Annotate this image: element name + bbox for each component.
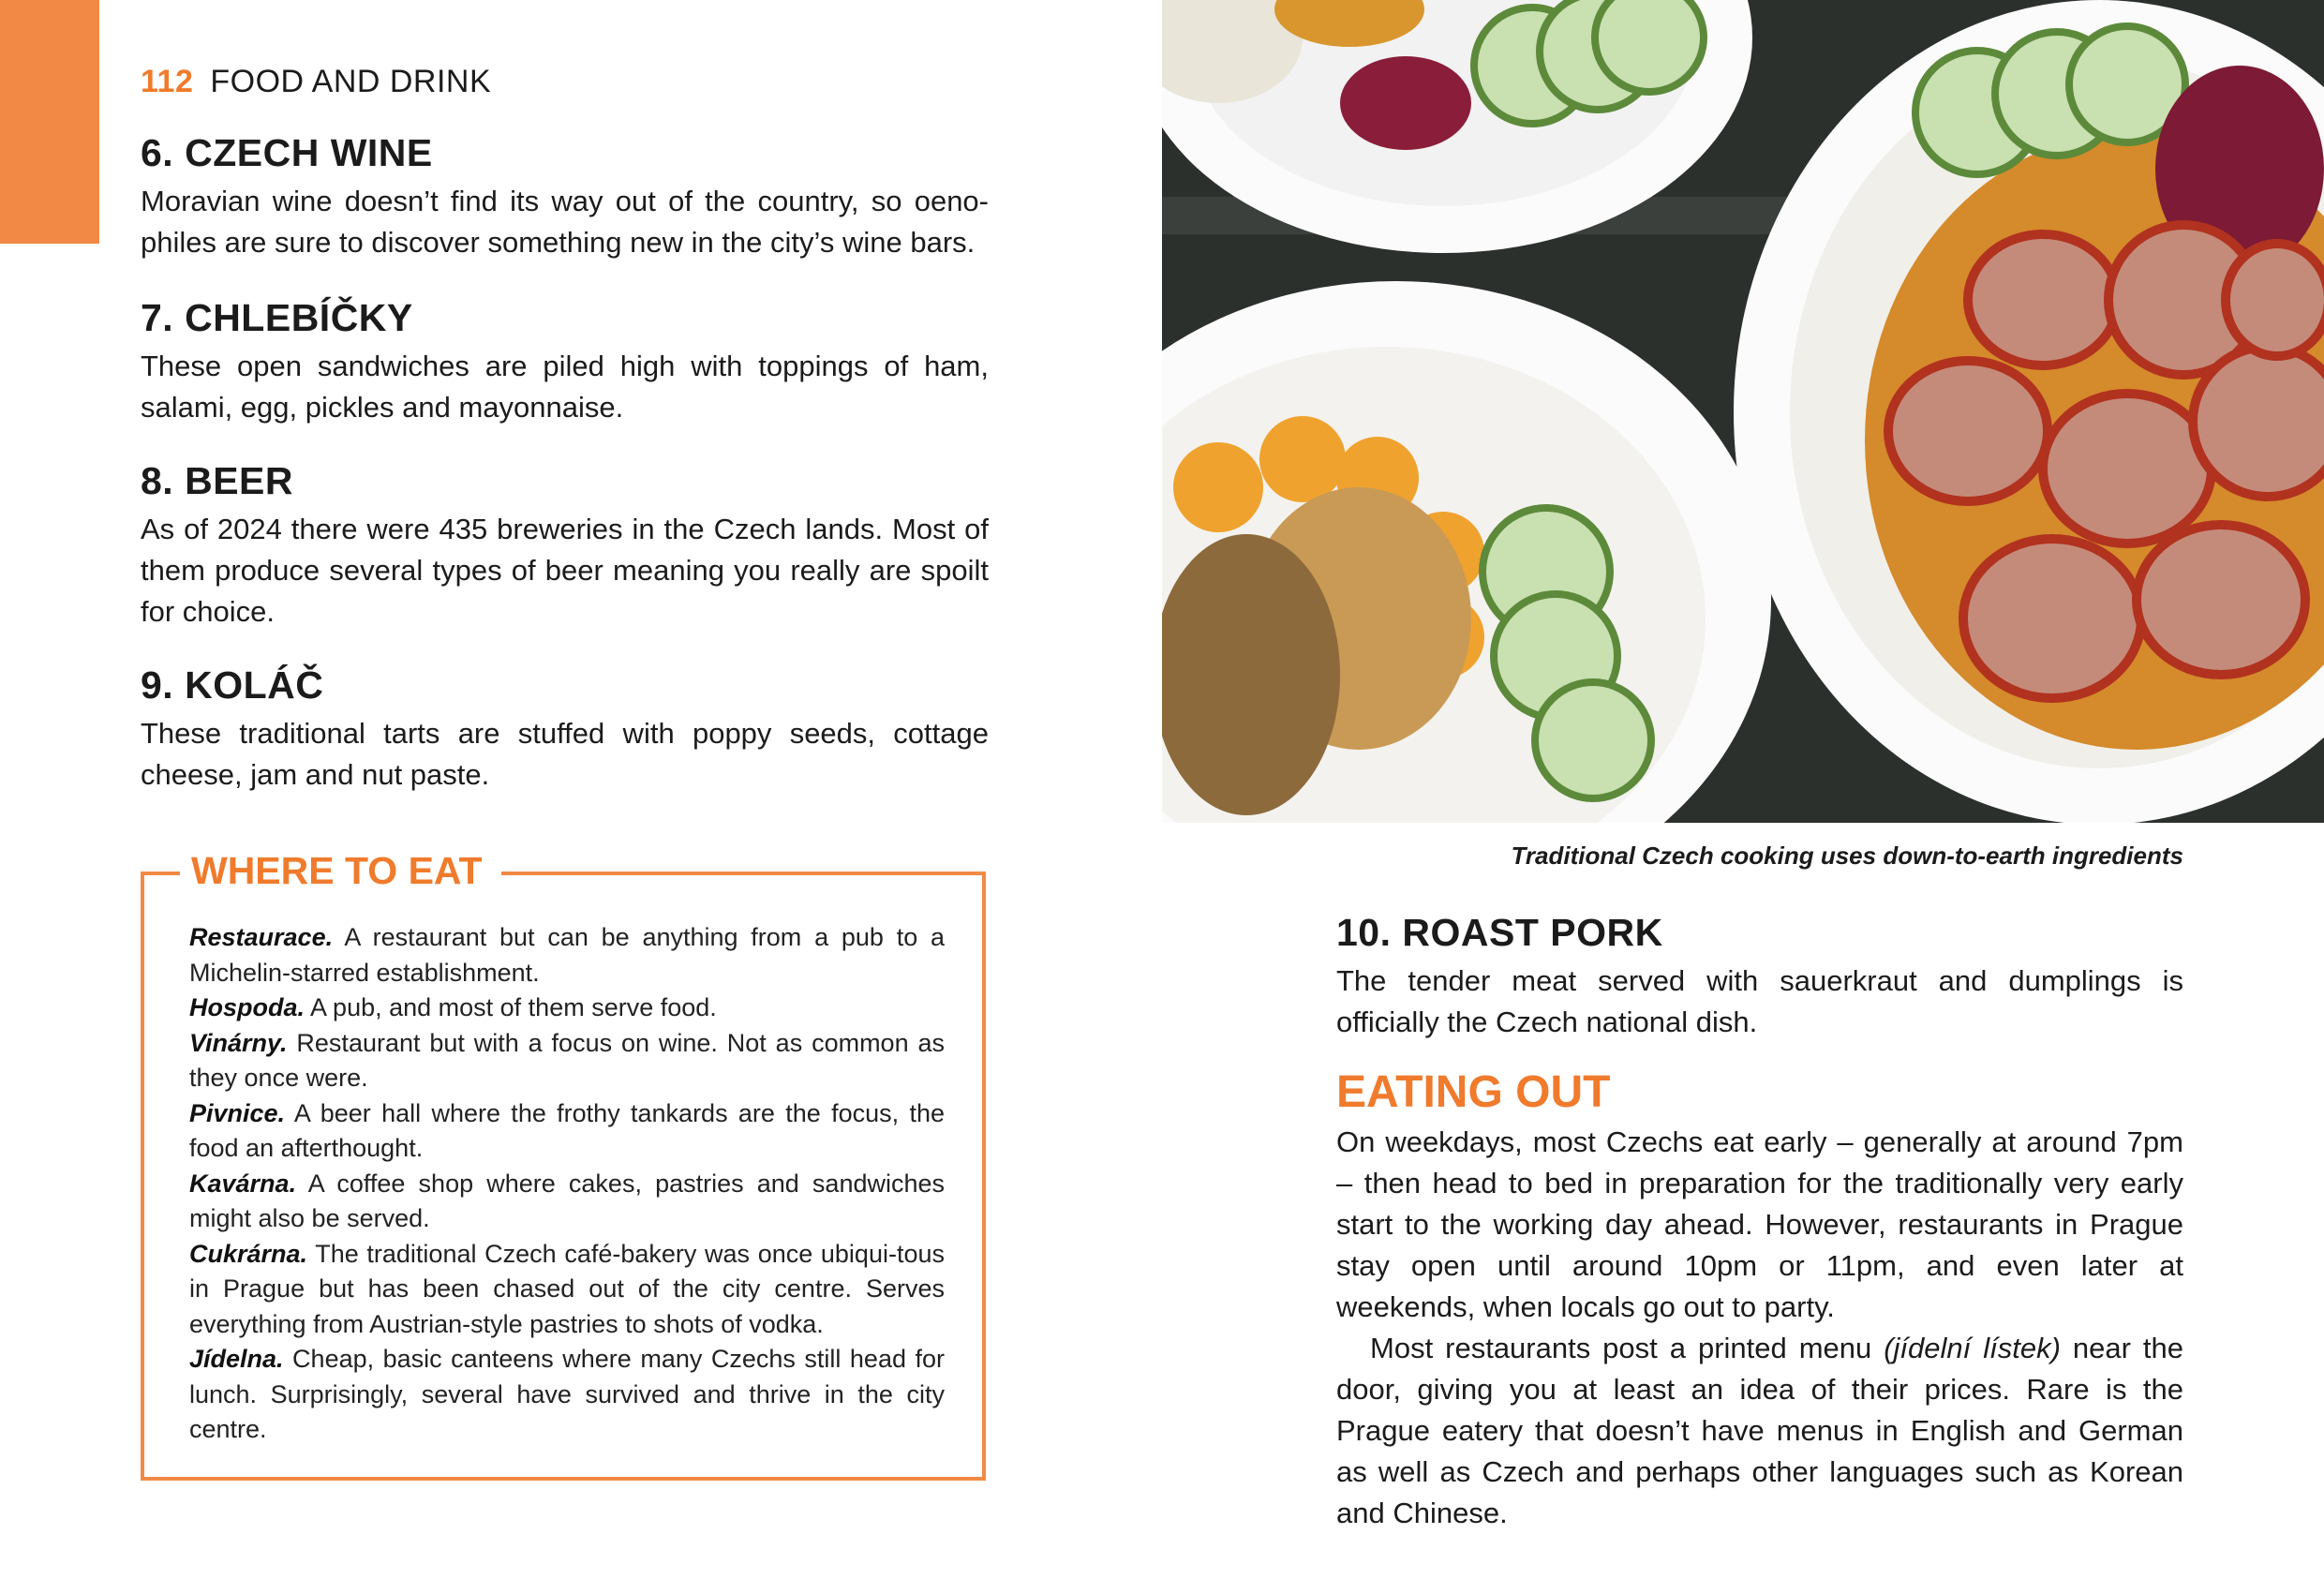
entry-desc: A beer hall where the frothy tankards are the focus, the food an afterthought. bbox=[189, 1098, 945, 1162]
eating-out-paragraph: On weekdays, most Czechs eat early – generally at around 7pm – then head to bed in preparation for the traditionally very early start to the working day ahead. However, restaurants in Prague stay open until around 10pm or 11pm, and even later at weekends, when locals go out to party. bbox=[1336, 1125, 2183, 1323]
entry-term: Cukrárna. bbox=[189, 1239, 308, 1268]
entry-desc: The traditional Czech café-bakery was once ubiqui-tous in Prague but has been chased out of the city centre. Serves everything from Austrian-style pastries to shots of vodka. bbox=[189, 1239, 945, 1338]
running-head bbox=[141, 64, 491, 100]
item-text: These traditional tarts are stuffed with poppy seeds, cottage cheese, jam and nut paste. bbox=[141, 717, 989, 791]
entry-term: Restaurace. bbox=[189, 923, 334, 951]
entry-desc: Restaurant but with a focus on wine. Not as common as they once were. bbox=[189, 1028, 945, 1092]
item-text: The tender meat served with sauerkraut and dumplings is officially the Czech national dish. bbox=[1336, 964, 2183, 1038]
eating-out-section bbox=[1336, 1066, 2183, 1534]
item-text: Moravian wine doesn’t find its way out of the country, so oeno-philes are sure to discover something new in the city’s wine bars. bbox=[141, 185, 989, 259]
entry-term: Hospoda. bbox=[189, 993, 305, 1021]
entry-term: Pivnice. bbox=[189, 1098, 286, 1127]
food-photo bbox=[1162, 0, 2324, 823]
entry-desc: Cheap, basic canteens where many Czechs still head for lunch. Surprisingly, several have survived and thrive in the city centre. bbox=[189, 1345, 945, 1443]
list-item bbox=[189, 1342, 945, 1448]
entry-term: Jídelna. bbox=[189, 1345, 284, 1373]
item-kolac bbox=[141, 663, 989, 796]
where-to-eat-box bbox=[141, 849, 986, 1481]
list-item bbox=[189, 1096, 945, 1167]
list-item bbox=[189, 920, 945, 991]
list-item bbox=[189, 991, 945, 1026]
list-item bbox=[189, 1026, 945, 1096]
item-title: 6. CZECH WINE bbox=[141, 131, 433, 174]
where-to-eat-list bbox=[189, 920, 945, 1448]
where-to-eat-title: WHERE TO EAT bbox=[180, 849, 501, 893]
item-title: 9. KOLÁČ bbox=[141, 663, 324, 707]
entry-term: Kavárna. bbox=[189, 1169, 297, 1198]
item-czech-wine bbox=[141, 131, 989, 263]
eating-out-paragraph bbox=[1336, 1328, 2183, 1534]
item-chlebicky bbox=[141, 296, 989, 428]
item-title: 10. ROAST PORK bbox=[1336, 911, 1663, 954]
entry-desc: A pub, and most of them serve food. bbox=[305, 993, 717, 1021]
food-photo-illustration bbox=[1162, 0, 2324, 823]
item-text: As of 2024 there were 435 breweries in the Czech lands. Most of them produce several types of beer meaning you really are spoilt for choice. bbox=[141, 513, 989, 628]
item-title: 7. CHLEBÍČKY bbox=[141, 296, 413, 339]
list-item bbox=[189, 1167, 945, 1237]
entry-term: Vinárny. bbox=[189, 1028, 288, 1057]
menu-term: (jídelní lístek) bbox=[1884, 1332, 2061, 1364]
eating-out-title: EATING OUT bbox=[1336, 1067, 1611, 1117]
chapter-tab bbox=[0, 0, 99, 244]
paragraph-text: Most restaurants post a printed menu bbox=[1370, 1332, 1885, 1364]
list-item bbox=[189, 1237, 945, 1343]
page-number: 112 bbox=[141, 64, 194, 99]
item-roast-pork bbox=[1336, 911, 2183, 1043]
entry-desc: A coffee shop where cakes, pastries and sandwiches might also be served. bbox=[189, 1169, 945, 1232]
paragraph-text: near the door, giving you at least an idea of their prices. Rare is the Prague eatery that doesn’t have menus in English and German as well as Czech and perhaps other languages such as Korean and Chinese. bbox=[1336, 1332, 2183, 1529]
entry-desc: A restaurant but can be anything from a pub to a Michelin-starred establishment. bbox=[189, 923, 945, 987]
photo-caption: Traditional Czech cooking uses down-to-earth ingredients bbox=[1511, 842, 2183, 870]
item-beer bbox=[141, 459, 989, 633]
item-text: These open sandwiches are piled high with toppings of ham, salami, egg, pickles and mayonnaise. bbox=[141, 350, 989, 424]
section-title: FOOD AND DRINK bbox=[210, 64, 492, 99]
item-title: 8. BEER bbox=[141, 459, 293, 502]
